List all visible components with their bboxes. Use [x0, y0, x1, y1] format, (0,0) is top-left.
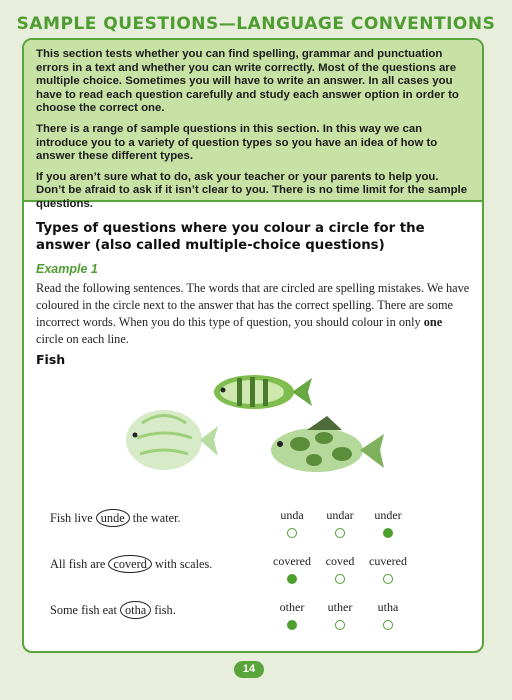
answer-bubble[interactable]: [335, 620, 345, 630]
pale-fish-image: [126, 410, 218, 470]
option-label: utha: [377, 600, 399, 614]
answer-bubble[interactable]: [383, 574, 393, 584]
sentence-text: All fish are: [50, 557, 109, 571]
answer-bubble[interactable]: [383, 528, 393, 538]
option-label: undar: [326, 508, 354, 522]
intro-paragraph: If you aren’t sure what to do, ask your teacher or your parents to help you. Don’t be afraid to ask if it isn’t clear to you. There is no time limit for the sample questions.: [36, 170, 468, 210]
option-label: under: [374, 508, 402, 522]
page-title: SAMPLE QUESTIONS—LANGUAGE CONVENTIONS: [16, 14, 496, 34]
instructions-part: circle on each line.: [36, 332, 129, 346]
circled-misspelling: unde: [96, 509, 130, 527]
circled-misspelling: coverd: [108, 555, 151, 573]
option-label: unda: [280, 508, 304, 522]
sentence-text: Some fish eat: [50, 603, 121, 617]
example-label: Example 1: [36, 262, 98, 276]
content-card: [22, 38, 484, 653]
sentence-text: Fish live: [50, 511, 96, 525]
fish-illustration: [102, 368, 402, 483]
answer-bubble[interactable]: [287, 528, 297, 538]
answer-bubble[interactable]: [383, 620, 393, 630]
circled-misspelling: otha: [120, 601, 151, 619]
grouper-fish-image: [271, 416, 384, 472]
option-label: uther: [327, 600, 353, 614]
sentence-text: fish.: [151, 603, 176, 617]
option-label: other: [279, 600, 305, 614]
answer-option[interactable]: [358, 600, 418, 630]
answer-option[interactable]: [358, 508, 418, 538]
sentence-text: with scales.: [151, 557, 213, 571]
option-label: covered: [273, 554, 311, 568]
intro-paragraph: This section tests whether you can find spelling, grammar and punctuation errors in a text and whether you can write correctly. Most of the questions are multiple choice. Sometimes you will have to write an answer. In all cases you have to read each question carefully and study each answer option in order to choose the correct one.: [36, 48, 459, 115]
instructions-part: Read the following sentences. The words that are circled are spelling mistakes. We have coloured in the circle next to the answer that has the correct spelling. There are some incorrect words. When you do this type of question, you should colour in only: [36, 281, 470, 329]
page-number: 14: [234, 661, 264, 678]
answer-bubble[interactable]: [335, 528, 345, 538]
instructions-text: [36, 280, 472, 348]
instructions-emphasis: one: [423, 315, 443, 329]
sentence-text: the water.: [129, 511, 181, 525]
striped-fish-image: [214, 375, 312, 409]
option-label: coved: [325, 554, 355, 568]
question-sentence-2: [50, 555, 212, 573]
answer-option[interactable]: [358, 554, 418, 584]
intro-box: [24, 40, 482, 210]
section-heading: Types of questions where you colour a circle for the answer (also called multiple-choice questions): [36, 221, 425, 253]
answer-bubble[interactable]: [335, 574, 345, 584]
passage-title: Fish: [36, 352, 66, 367]
answer-bubble[interactable]: [287, 620, 297, 630]
intro-paragraph: There is a range of sample questions in this section. In this way we can introduce you to a variety of question types so you have an idea of how to answer these different types.: [36, 122, 438, 163]
question-sentence-3: [50, 601, 176, 619]
answer-bubble[interactable]: [287, 574, 297, 584]
question-sentence-1: [50, 509, 181, 527]
option-label: cuvered: [369, 554, 407, 568]
